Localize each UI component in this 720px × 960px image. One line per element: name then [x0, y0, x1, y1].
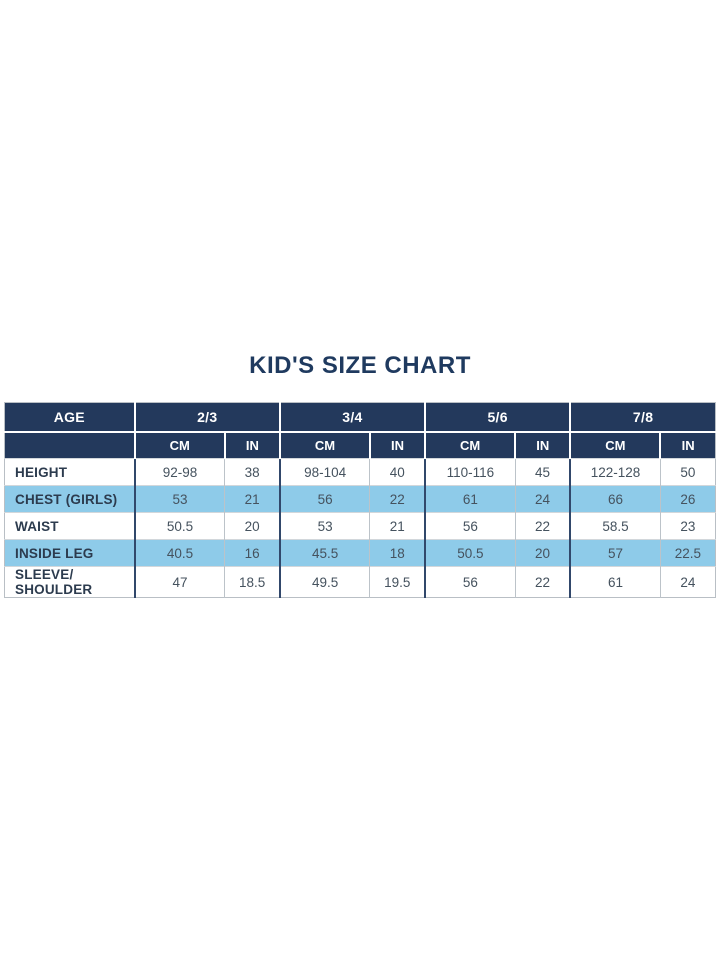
cell-value: 66 [570, 486, 660, 513]
cell-value: 40 [370, 459, 425, 486]
cell-value: 98-104 [280, 459, 370, 486]
table-row-chest-girls [5, 486, 716, 513]
corner-cell [5, 432, 135, 459]
page-title: KID'S SIZE CHART [249, 352, 471, 379]
cell-value: 45 [515, 459, 570, 486]
cell-value: 23 [660, 513, 715, 540]
cell-value: 22 [370, 486, 425, 513]
cell-value: 19.5 [370, 567, 425, 598]
row-label: INSIDE LEG [5, 540, 135, 567]
cell-value: 122-128 [570, 459, 660, 486]
cell-value: 21 [370, 513, 425, 540]
unit-cm-header: CM [570, 432, 660, 459]
cell-value: 61 [570, 567, 660, 598]
age-header-row [5, 403, 716, 433]
cell-value: 20 [225, 513, 280, 540]
cell-value: 92-98 [135, 459, 225, 486]
cell-value: 24 [515, 486, 570, 513]
cell-value: 56 [280, 486, 370, 513]
cell-value: 56 [425, 513, 515, 540]
unit-in-header: IN [515, 432, 570, 459]
cell-value: 22.5 [660, 540, 715, 567]
cell-value: 20 [515, 540, 570, 567]
cell-value: 47 [135, 567, 225, 598]
cell-value: 21 [225, 486, 280, 513]
cell-value: 38 [225, 459, 280, 486]
unit-in-header: IN [370, 432, 425, 459]
cell-value: 110-116 [425, 459, 515, 486]
age-header-cell: AGE [5, 403, 135, 433]
cell-value: 50.5 [425, 540, 515, 567]
table-row-inside-leg [5, 540, 716, 567]
cell-value: 45.5 [280, 540, 370, 567]
cell-value: 18.5 [225, 567, 280, 598]
cell-value: 57 [570, 540, 660, 567]
cell-value: 24 [660, 567, 715, 598]
row-label: HEIGHT [5, 459, 135, 486]
cell-value: 26 [660, 486, 715, 513]
cell-value: 53 [135, 486, 225, 513]
age-group-5-6: 5/6 [425, 403, 570, 433]
cell-value: 22 [515, 513, 570, 540]
age-group-7-8: 7/8 [570, 403, 715, 433]
unit-cm-header: CM [280, 432, 370, 459]
cell-value: 58.5 [570, 513, 660, 540]
cell-value: 53 [280, 513, 370, 540]
table-row-sleeve-shoulder [5, 567, 716, 598]
cell-value: 22 [515, 567, 570, 598]
size-chart-table [4, 402, 716, 598]
cell-value: 56 [425, 567, 515, 598]
cell-value: 40.5 [135, 540, 225, 567]
age-group-3-4: 3/4 [280, 403, 425, 433]
age-group-2-3: 2/3 [135, 403, 280, 433]
cell-value: 50.5 [135, 513, 225, 540]
cell-value: 49.5 [280, 567, 370, 598]
cell-value: 18 [370, 540, 425, 567]
row-label: CHEST (GIRLS) [5, 486, 135, 513]
unit-in-header: IN [225, 432, 280, 459]
row-label: WAIST [5, 513, 135, 540]
cell-value: 61 [425, 486, 515, 513]
table-row-waist [5, 513, 716, 540]
table-row-height [5, 459, 716, 486]
cell-value: 16 [225, 540, 280, 567]
row-label: SLEEVE/ SHOULDER [5, 567, 135, 598]
unit-in-header: IN [660, 432, 715, 459]
unit-cm-header: CM [425, 432, 515, 459]
unit-header-row [5, 432, 716, 459]
unit-cm-header: CM [135, 432, 225, 459]
cell-value: 50 [660, 459, 715, 486]
